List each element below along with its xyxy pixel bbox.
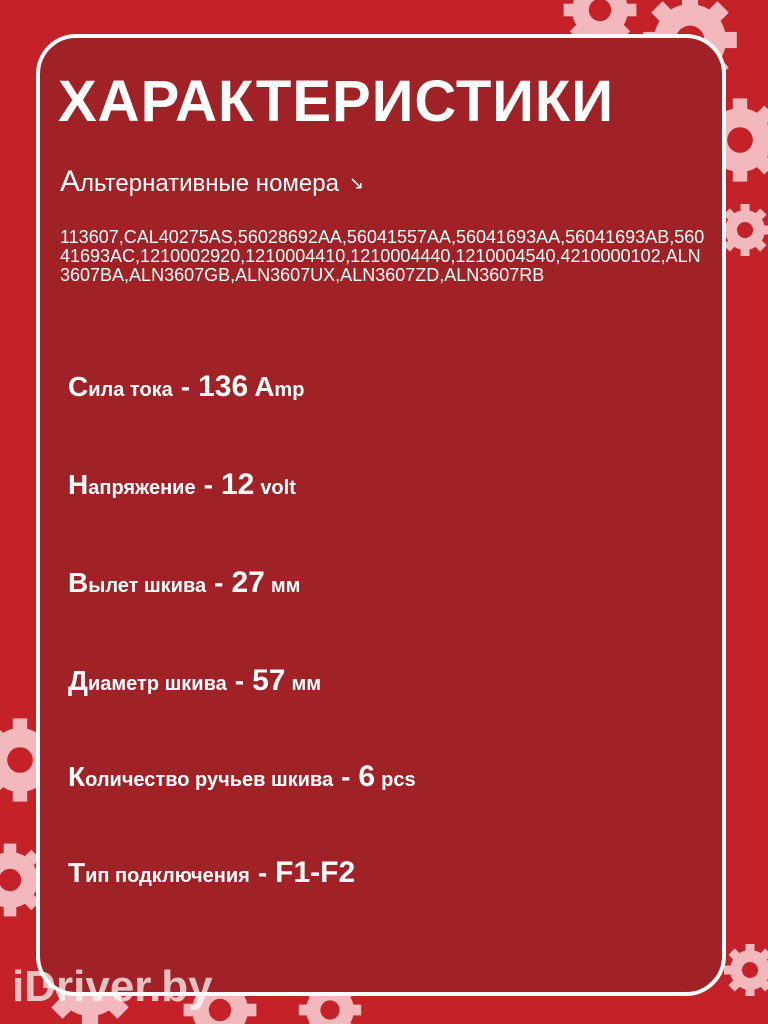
spec-unit	[254, 371, 304, 403]
gear-icon	[719, 204, 768, 256]
spec-unit: мм	[291, 673, 322, 695]
spec-dash: -	[341, 761, 351, 792]
alt-numbers-heading-first: А	[60, 165, 81, 198]
spec-dash: -	[180, 371, 191, 402]
spec-unit: мм	[270, 575, 301, 597]
spec-dash: -	[257, 857, 268, 888]
alt-numbers-heading-rest: льтернативные номера	[80, 170, 339, 197]
spec-connection-type	[68, 856, 355, 904]
spec-label-first: Т	[68, 857, 86, 888]
spec-label-first: Д	[68, 665, 88, 696]
watermark: iDriver.by	[12, 962, 213, 1011]
spec-value: F1-F2	[275, 856, 356, 889]
spec-label-rest: иаметр шкива	[87, 673, 227, 695]
spec-unit-first: A	[254, 371, 275, 402]
spec-dash: -	[214, 567, 224, 598]
spec-label-first: Н	[68, 469, 89, 500]
spec-label-rest: апряжение	[88, 477, 196, 499]
spec-voltage	[68, 468, 296, 516]
spec-label-rest: оличество ручьев шкива	[85, 769, 334, 791]
spec-unit-rest: mp	[274, 379, 305, 401]
alt-numbers-heading	[60, 162, 364, 204]
spec-label-rest: ила тока	[88, 379, 173, 401]
spec-label-first: К	[68, 761, 86, 792]
spec-label-rest: ылет шкива	[88, 575, 207, 597]
spec-label-first: С	[68, 371, 89, 402]
spec-value: 12	[220, 468, 255, 501]
spec-pulley-offset	[68, 566, 300, 614]
spec-value: 27	[231, 566, 265, 599]
spec-dash: -	[234, 665, 245, 696]
spec-label-rest: ип подключения	[85, 865, 250, 887]
spec-unit: pcs	[381, 769, 416, 791]
spec-value: 136	[198, 370, 249, 403]
alt-numbers-list: 113607,CAL40275AS,56028692AA,56041557AA,56041693AA,56041693AB,56041693AC,1210002920,1210004410,1210004440,1210004540,4210000102,ALN3607BA,ALN3607GB,ALN3607UX,ALN3607ZD,ALN3607RB	[60, 227, 705, 285]
arrow-down-right-icon: ↘	[348, 173, 365, 193]
spec-dash: -	[203, 469, 213, 500]
spec-pulley-grooves	[68, 760, 416, 808]
spec-value: 57	[252, 664, 286, 697]
gear-icon	[724, 944, 768, 996]
spec-label-first: В	[68, 567, 89, 598]
spec-pulley-diameter	[68, 664, 321, 712]
page-title: ХАРАКТЕРИСТИКИ	[58, 69, 615, 134]
spec-value: 6	[358, 760, 376, 793]
spec-unit: volt	[260, 477, 296, 499]
spec-current	[68, 370, 304, 418]
